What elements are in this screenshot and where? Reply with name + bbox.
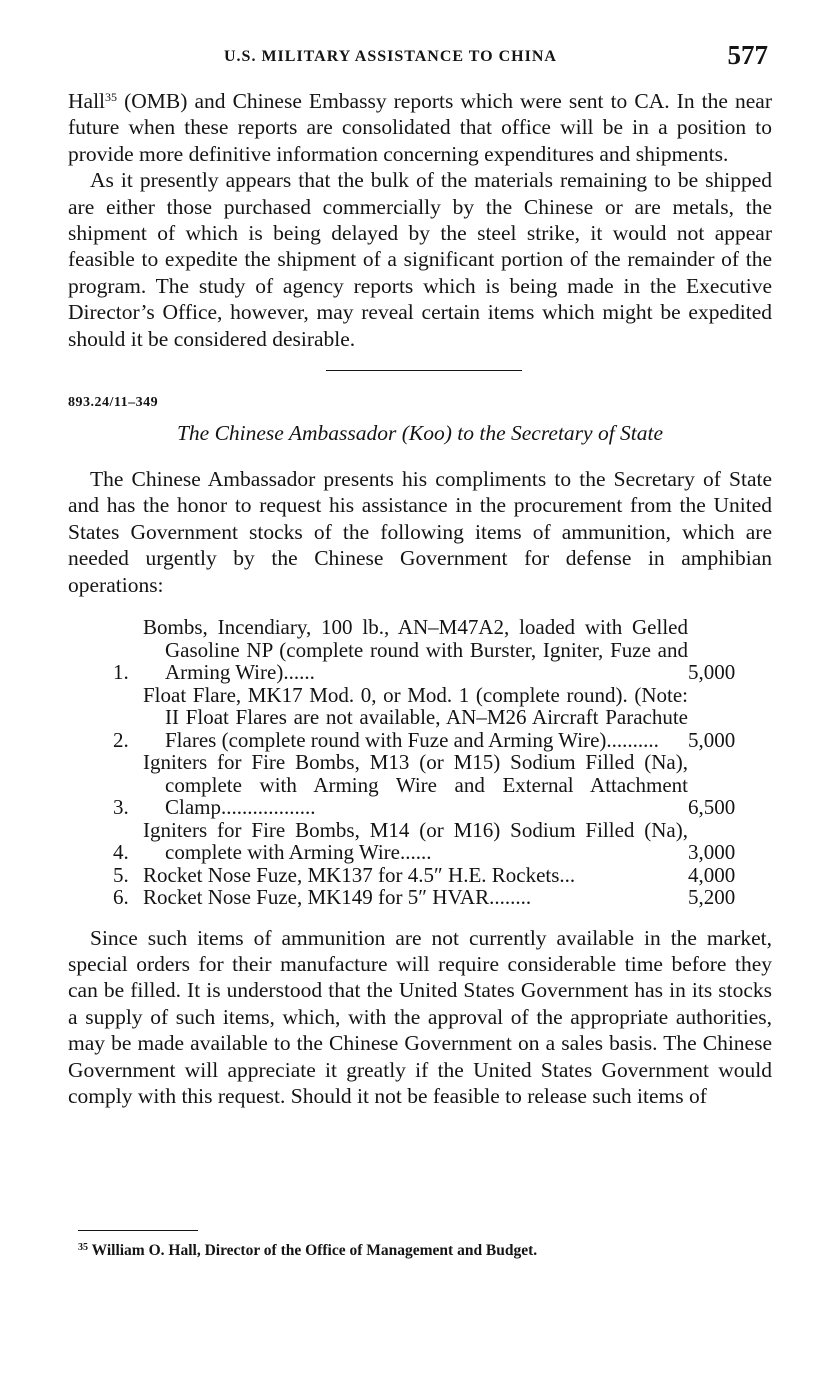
item-description: Rocket Nose Fuze, MK137 for 4.5″ H.E. Rockets...: [143, 862, 576, 887]
footnote: [78, 1242, 537, 1260]
item-quantity: 5,000: [688, 727, 736, 752]
item-description: Float Flare, MK17 Mod. 0, or Mod. 1 (complete round). (Note: II Float Flares are not available, AN–M26 Aircraft Parachute Flares (complete round with Fuze and Arming Wire)..........: [143, 682, 688, 752]
list-item: [113, 862, 736, 887]
item-number: 3.: [113, 795, 129, 820]
section-divider: [326, 370, 522, 371]
item-quantity: 5,200: [688, 885, 736, 910]
item-number: 2.: [113, 727, 129, 752]
intro-paragraph-1: [68, 88, 772, 167]
page-number: 577: [727, 40, 768, 70]
item-number: 4.: [113, 840, 129, 865]
opening-paragraph: The Chinese Ambassador presents his compliments to the Secretary of State and has the honor to request his assistance in the procurement from the United States Government stocks of the following items of ammunition, which are needed urgently by the Chinese Government for defense in amphibian operations:: [68, 467, 772, 597]
list-item: [113, 817, 736, 865]
list-item: [113, 885, 736, 910]
item-number: 1.: [113, 660, 129, 685]
item-number: 6.: [113, 885, 129, 910]
intro-paragraph-1-rest: (OMB) and Chinese Embassy reports which were sent to CA. In the near future when these reports are consolidated that office will be in a position to provide more definitive information concerning expenditures and shipments.: [68, 89, 772, 166]
page-body: [68, 88, 772, 1109]
footnote-reference: 35: [105, 90, 118, 104]
item-number: 5.: [113, 862, 129, 887]
page-header: [0, 38, 838, 74]
item-description: Bombs, Incendiary, 100 lb., AN–M47A2, loaded with Gelled Gasoline NP (complete round with Burster, Igniter, Fuze and Arming Wire)......: [143, 615, 688, 685]
footnote-text: William O. Hall, Director of the Office of Management and Budget.: [91, 1242, 538, 1259]
footnote-marker: 35: [78, 1242, 88, 1253]
document-title: The Chinese Ambassador (Koo) to the Secretary of State: [176, 421, 664, 446]
item-description: Igniters for Fire Bombs, M13 (or M15) Sodium Filled (Na), complete with Arming Wire and External Attachment Clamp..................: [143, 750, 688, 820]
file-number: 893.24/11–349: [68, 395, 159, 411]
running-title: U.S. MILITARY ASSISTANCE TO CHINA: [224, 48, 557, 65]
intro-paragraph-2: As it presently appears that the bulk of the materials remaining to be shipped are either those purchased commercially by the Chinese or are metals, the shipment of which is being delayed by the steel strike, it would not appear feasible to expedite the shipment of a significant portion of the remainder of the program. The study of agency reports which is being made in the Executive Director’s Office, however, may reveal certain items which might be expedited should it be considered desirable.: [68, 168, 772, 351]
item-description: Rocket Nose Fuze, MK149 for 5″ HVAR........: [143, 885, 532, 910]
closing-paragraph: Since such items of ammunition are not currently available in the market, special orders for their manufacture will require considerable time before they can be filled. It is understood that the United States Government has in its stocks a supply of such items, which, with the approval of the appropriate authorities, may be made available to the Chinese Government on a sales basis. The Chinese Government will appreciate it greatly if the United States Government would comply with this request. Should it not be feasible to release such items of: [68, 925, 772, 1109]
item-quantity: 4,000: [688, 862, 736, 887]
item-quantity: 3,000: [688, 840, 736, 865]
item-quantity: 5,000: [688, 660, 736, 685]
list-item: [113, 750, 736, 820]
list-item: [113, 682, 736, 752]
intro-paragraph-1-start: Hall: [68, 89, 106, 113]
item-description: Igniters for Fire Bombs, M14 (or M16) Sodium Filled (Na), complete with Arming Wire......: [143, 817, 688, 865]
list-item: [113, 615, 736, 685]
item-quantity: 6,500: [688, 795, 736, 820]
ammunition-list: [113, 615, 736, 910]
footnote-divider: [78, 1230, 198, 1231]
